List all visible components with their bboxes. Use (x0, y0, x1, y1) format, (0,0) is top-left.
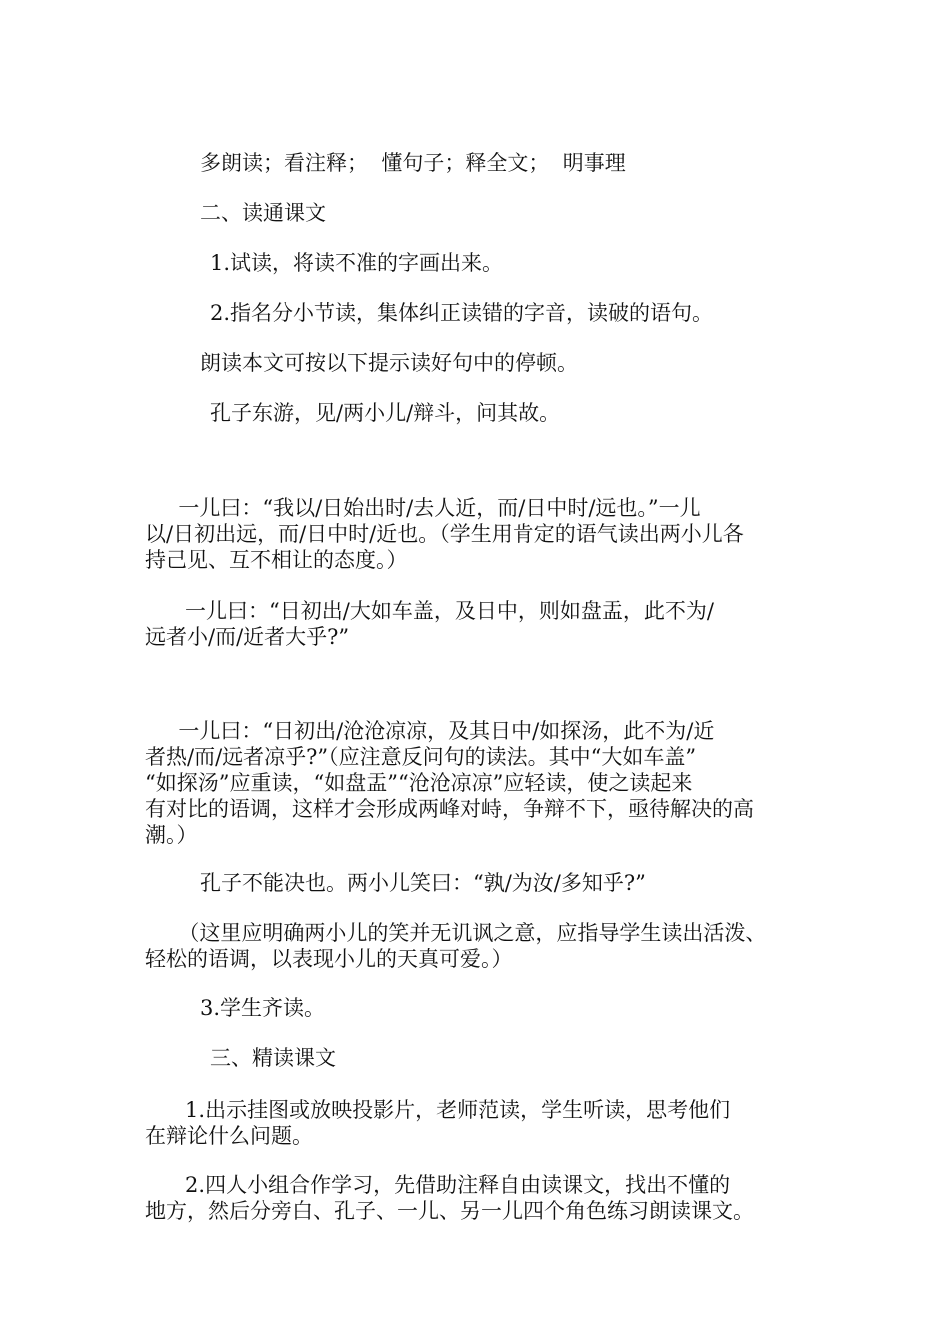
paragraph-line: 潮。） (145, 823, 198, 847)
list-item-2: 2.指名分小节读，集体纠正读错的字音，读破的语句。 (210, 301, 714, 325)
reading-tip-intro: 朗读本文可按以下提示读好句中的停顿。 (200, 351, 578, 375)
paragraph-third-child (145, 718, 815, 848)
paragraph-line: 一儿曰：“日初出/大如车盖，及日中，则如盘盂，此不为/ (145, 599, 714, 623)
paragraph-line: 者热/而/远者凉乎?”（应注意反问句的读法。其中“大如车盖” (145, 745, 697, 769)
paragraph-line: 一儿曰：“我以/日始出时/去人近，而/日中时/远也。”一儿 (145, 496, 701, 520)
paragraph-first-child (145, 495, 815, 573)
section-heading-close-reading: 三、精读课文 (210, 1046, 336, 1070)
paragraph-note-laugh (145, 920, 815, 972)
paragraph-line: 以/日初出远，而/日中时/近也。（学生用肯定的语气读出两小儿各 (145, 522, 744, 546)
text-line-confucius: 孔子不能决也。两小儿笑曰：“孰/为汝/多知乎?” (200, 871, 646, 895)
paragraph-line: 远者小/而/近者大乎?” (145, 625, 350, 649)
section-heading-read-through: 二、读通课文 (200, 201, 326, 225)
paragraph-line: 1.出示挂图或放映投影片，老师范读，学生听读，思考他们 (145, 1098, 731, 1122)
paragraph-line: 轻松的语调，以表现小儿的天真可爱。） (145, 947, 513, 971)
paragraph-line: 有对比的语调，这样才会形成两峰对峙，争辩不下，亟待解决的高 (145, 797, 754, 821)
paragraph-line: 2.四人小组合作学习，先借助注释自由读课文，找出不懂的 (145, 1173, 731, 1197)
paragraph-second-child (145, 598, 815, 650)
study-steps-line: 多朗读；看注释； 懂句子；释全文； 明事理 (200, 151, 626, 175)
paragraph-line: 一儿曰：“日初出/沧沧凉凉，及其日中/如探汤，此不为/近 (145, 719, 715, 743)
list-item-3: 3.学生齐读。 (200, 996, 326, 1020)
paragraph-line: “如探汤”应重读，“如盘盂”“沧沧凉凉”应轻读，使之读起来 (145, 771, 693, 795)
paragraph-close-reading-1 (145, 1097, 815, 1149)
paragraph-line: 在辩论什么问题。 (145, 1124, 313, 1148)
list-item-1: 1.试读，将读不准的字画出来。 (210, 251, 504, 275)
paragraph-line: 持己见、互不相让的态度。） (145, 548, 408, 572)
text-line-opening: 孔子东游，见/两小儿/辩斗，问其故。 (210, 401, 561, 425)
paragraph-line: 地方，然后分旁白、孔子、一儿、另一儿四个角色练习朗读课文。 (145, 1199, 754, 1223)
paragraph-close-reading-2 (145, 1172, 815, 1224)
paragraph-line: （这里应明确两小儿的笑并无讥讽之意，应指导学生读出活泼、 (145, 921, 767, 945)
